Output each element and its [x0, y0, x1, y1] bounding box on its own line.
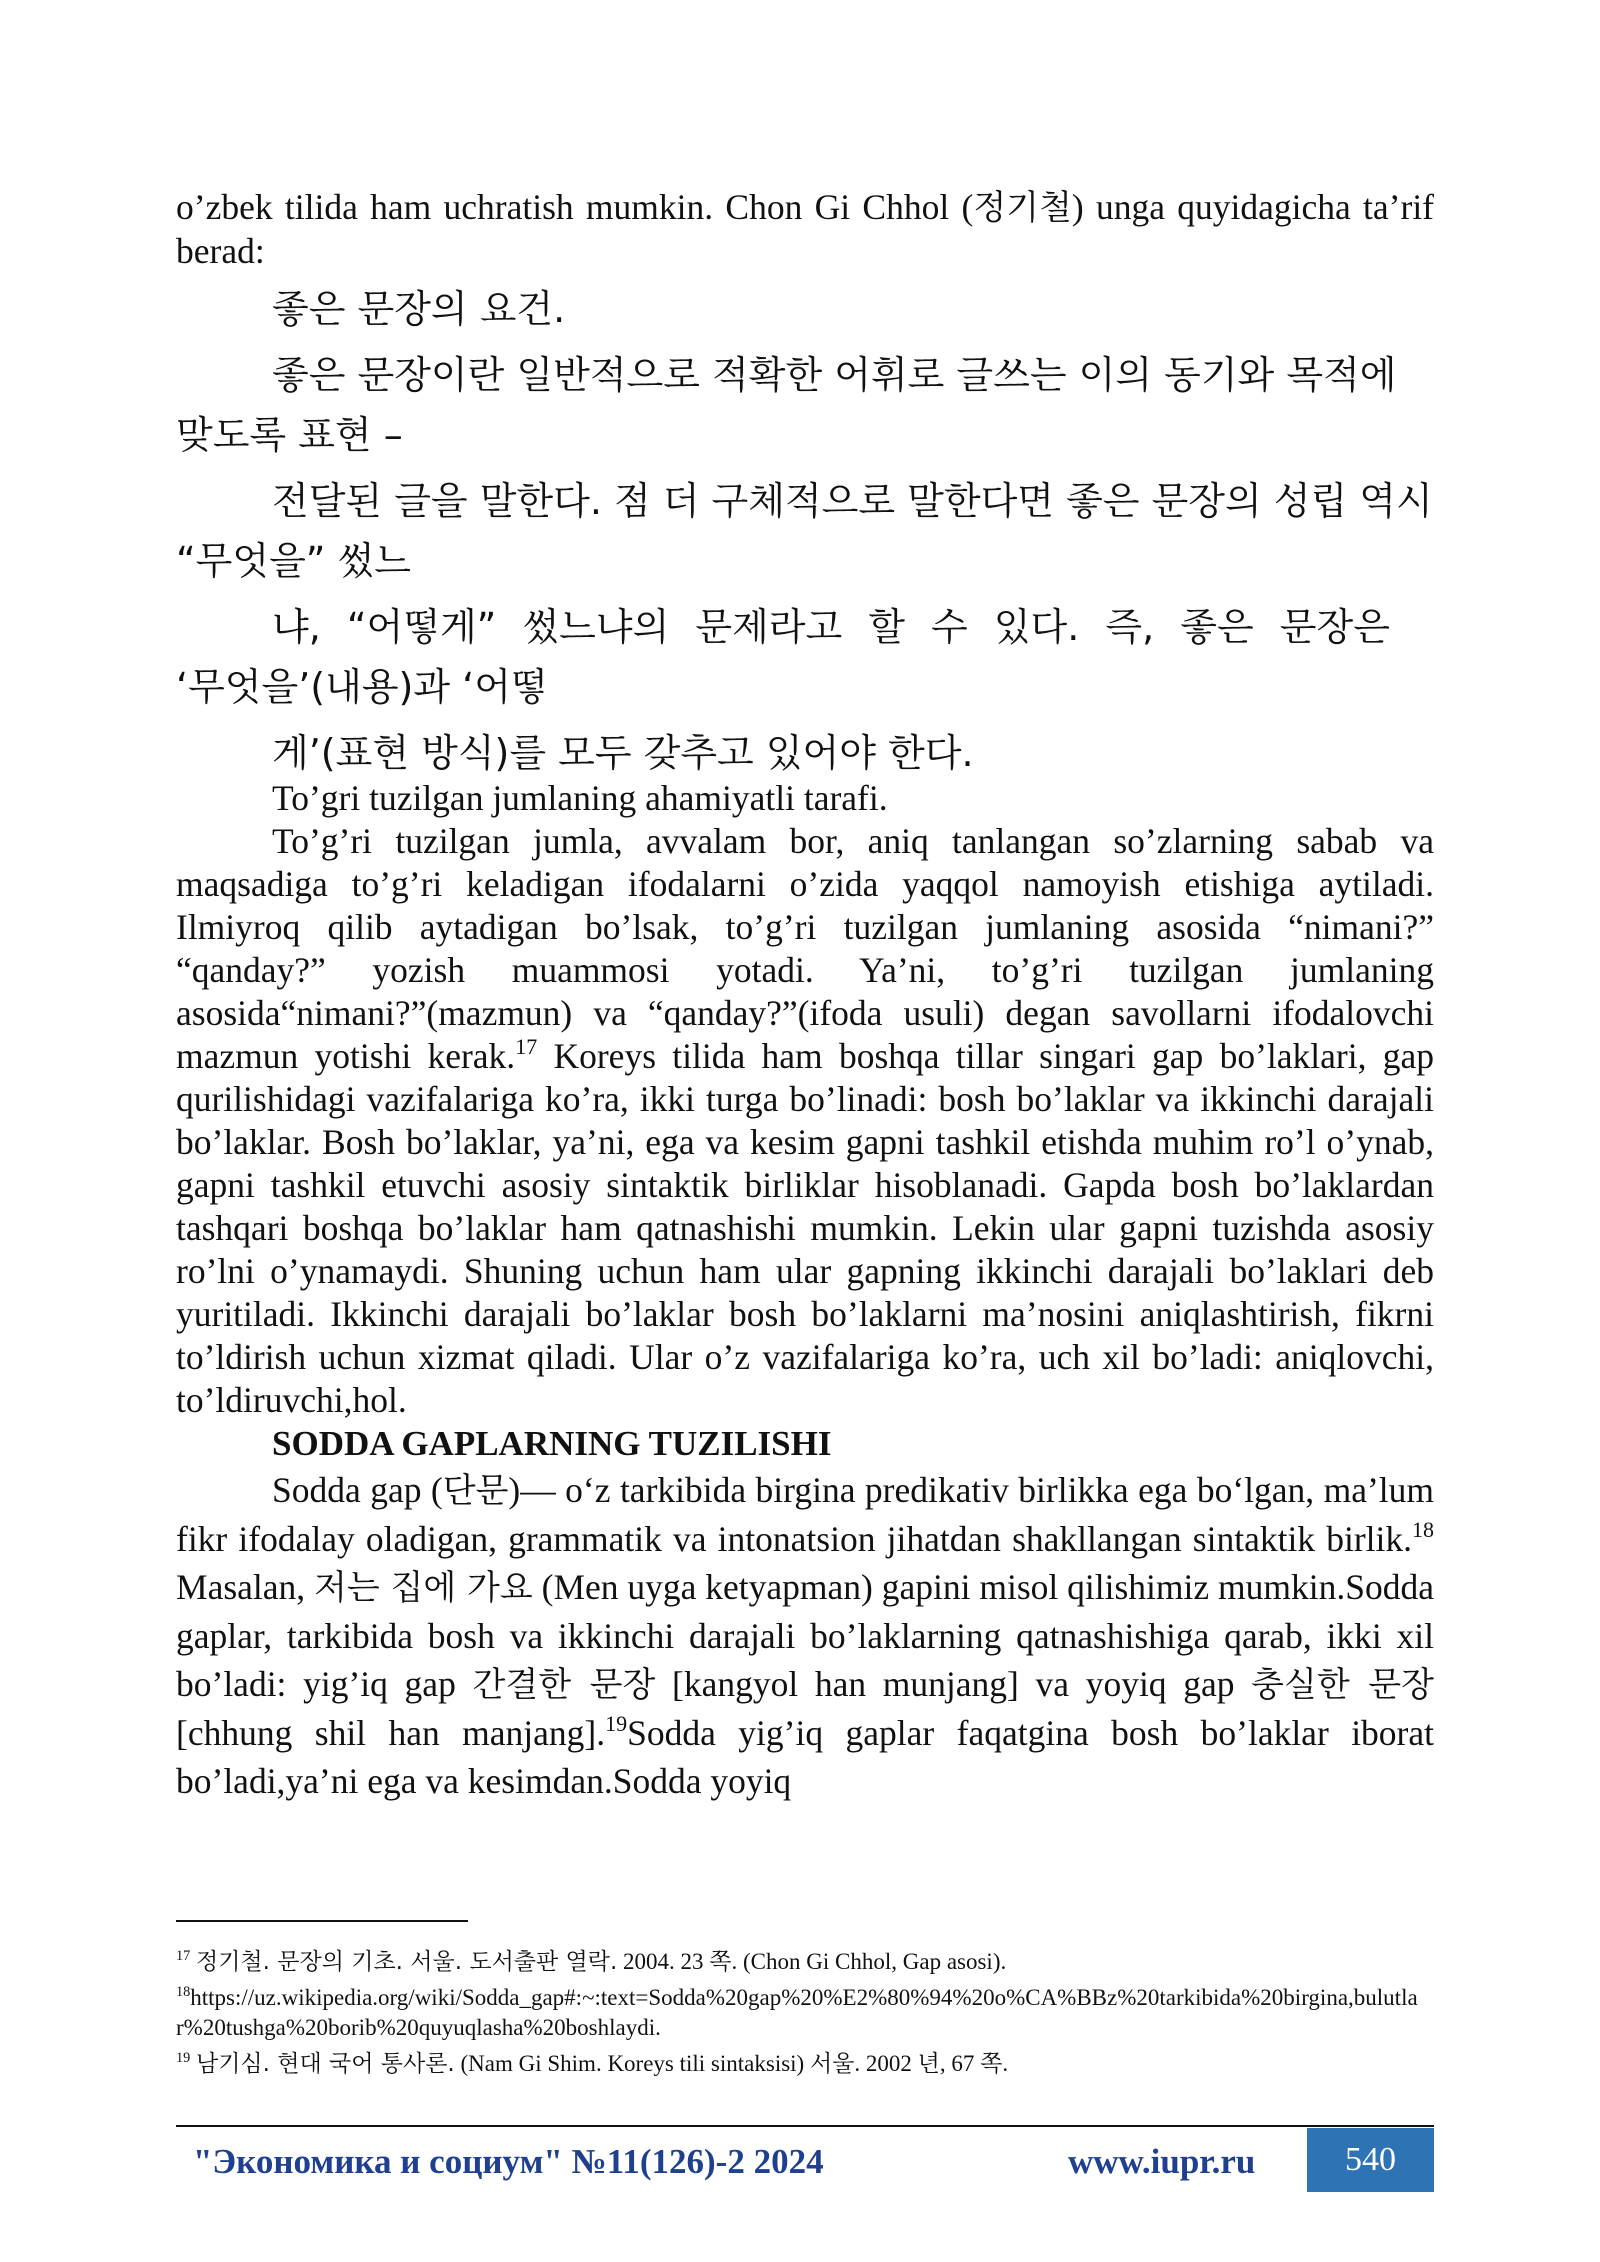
journal-title: "Экономика и социум" №11(126)-2 2024 [193, 2142, 824, 2181]
korean-name: 정기철 [973, 188, 1072, 228]
footnote-ref-18[interactable]: 18 [1412, 1516, 1434, 1542]
p3-text-a: Sodda gap ( [272, 1470, 443, 1510]
footnote-17 [176, 1947, 1434, 1977]
intro-text-end: ) unga quyidagicha ta’rif berad: [176, 187, 1434, 271]
page-footer [176, 2128, 1434, 2192]
p3-text-d: (Men uyga ketyapman) gapini misol qilishimiz mumkin.Sodda gaplar, tarkibida bosh va ikkinchi darajali bo’laklarning qatnashishiga qarab, ikki xil bo’ladi: yig’iq gap [176, 1567, 1434, 1704]
intro-text: o’zbek tilida ham uchratish mumkin. Chon Gi Chhol ( [176, 187, 974, 227]
footnote-17-text-a: 2004. 23 [617, 1949, 710, 1974]
p3-text-e: [kangyol han munjang] va yoyiq gap [655, 1664, 1252, 1704]
footnotes [176, 1947, 1434, 2085]
p3-text-b: )— o‘z tarkibida birgina predikativ birlikka ega bo‘lgan, ma’lum fikr ifodalay oladigan, grammatik va intonatsion jihatdan shakllangan sintaktik birlik. [176, 1470, 1434, 1559]
footnote-19-korean-2: 서울 [809, 2051, 855, 2077]
paragraph-main [176, 820, 1434, 1422]
footnote-19-text-c: , 67 [939, 2051, 981, 2076]
page-body [176, 186, 1434, 1805]
footnote-19-text-d: . [1002, 2051, 1009, 2076]
footnote-ref-17[interactable]: 17 [515, 1033, 538, 1059]
korean-example: 저는 집에 가요 [314, 1568, 533, 1608]
korean-quote-line-2: 좋은 문장이란 일반적으로 적확한 어휘로 글쓰는 이의 동기와 목적에 [272, 353, 1397, 397]
paragraph-main-text-b: Koreys tilida ham boshqa tillar singari gap bo’laklari, gap qurilishidagi vazifalariga ko’ra, ikki turga bo’linadi: bosh bo’laklar va ikkinchi darajali bo’laklar. Bosh bo’laklar, ya’ni, ega va kesim gapni tashkil etishda muhim ro’l o’ynab, gapni tashkil etuvchi asosiy sintaktik birliklar hisoblanadi. Gapda bosh bo’laklardan tashqari boshqa bo’laklar ham qatnashishi mumkin. Lekin ular gapni tuzishda asosiy ro’lni o’ynamaydi. Shuning uchun ham ular gapning ikkinchi darajali bo’laklari deb yuritiladi. Ikkinchi darajali bo’laklar bosh bo’laklarni ma’nosini aniqlashtirish, fikrni to’ldirish uchun xizmat qiladi. Ular o’z vazifalariga ko’ra, uch xil bo’ladi: aniqlovchi, to’ldiruvchi,hol. [176, 1036, 1434, 1420]
footnote-separator [176, 1920, 468, 1922]
section-heading: SODDA GAPLARNING TUZILISHI [272, 1424, 832, 1463]
footnote-19-korean: 남기심. 현대 국어 통사론. [196, 2051, 455, 2077]
footnote-18-number: 18 [176, 1983, 191, 2000]
footnote-19-text-a: (Nam Gi Shim. Koreys tili sintaksisi) [454, 2051, 810, 2076]
korean-term-full: 충실한 문장 [1251, 1665, 1434, 1705]
paragraph-sodda-gap [176, 1466, 1434, 1805]
footnote-18-link[interactable]: https://uz.wikipedia.org/wiki/Sodda_gap#:~:text=Sodda%20gap%20%E2%80%94%20o%CA%BBz%20tarkibida%20birgina,bulutlar%20tushga%20borib%20quyuqlasha%20boshlaydi. [176, 1985, 1418, 2040]
footnote-17-korean: 정기철. 문장의 기초. 서울. 도서출판 열락. [196, 1949, 618, 1975]
journal-website-link[interactable]: www.iupr.ru [1068, 2142, 1256, 2181]
p3-text-f: [chhung shil han manjang]. [176, 1713, 606, 1753]
footnote-17-korean-2: 쪽 [709, 1949, 732, 1975]
paragraph-main-text-a: To’g’ri tuzilgan jumla, avvalam bor, aniq tanlangan so’zlarning sabab va maqsadiga to’g’ri keladigan ifodalarni o’zida yaqqol namoyish etishiga aytiladi. Ilmiyroq qilib aytadigan bo’lsak, to’g’ri tuzilgan jumlaning asosida “nimani?” “qanday?” yozish muammosi yotadi. Ya’ni, to’g’ri tuzilgan jumlaning asosida“nimani?”(mazmun) va “qanday?”(ifoda usuli) degan savollarni ifodalovchi mazmun yotishi kerak. [176, 821, 1434, 1076]
korean-term-danmun: 단문 [442, 1471, 509, 1511]
footer-separator [176, 2125, 1434, 2127]
p3-text-g: Sodda yig’iq gaplar faqatgina bosh bo’laklar iborat bo’ladi,ya’ni ega va kesimdan.Sodda yoyiq [176, 1713, 1434, 1801]
paragraph-intro [176, 186, 1434, 273]
korean-quote-line-8: 게’(표현 방식)를 모두 갖추고 있어야 한다. [272, 731, 974, 775]
footnote-19-number: 19 [176, 2049, 191, 2066]
p3-text-c: Masalan, [176, 1567, 315, 1607]
korean-quote-line-3: 맞도록 표현 – [176, 413, 403, 457]
footnote-19-text-b: . 2002 [854, 2051, 918, 2076]
korean-quote-line-6: 냐, “어떻게” 썼느냐의 문제라고 할 수 있다. 즉, 좋은 문장은 [272, 605, 1390, 649]
korean-term-concise: 간결한 문장 [472, 1665, 656, 1705]
footnote-18 [176, 1983, 1434, 2043]
korean-quote-line-5: “무엇을” 썼느 [176, 539, 411, 583]
footnote-19-korean-4: 쪽 [980, 2051, 1003, 2077]
page-number: 540 [1307, 2128, 1434, 2192]
footnote-17-text-b: . (Chon Gi Chhol, Gap asosi). [731, 1949, 1007, 1974]
korean-quote-line-4: 전달된 글을 말한다. 점 더 구체적으로 말한다면 좋은 문장의 성립 역시 [272, 479, 1433, 523]
footnote-ref-19[interactable]: 19 [605, 1710, 628, 1736]
korean-quote-line-1: 좋은 문장의 요건. [272, 287, 566, 331]
footnote-19-korean-3: 년 [917, 2051, 940, 2077]
korean-quote-line-7: ‘무엇을’(내용)과 ‘어떻 [176, 665, 548, 709]
footnote-19 [176, 2049, 1434, 2079]
subheading-text: To’gri tuzilgan jumlaning ahamiyatli tarafi. [272, 778, 888, 818]
footnote-17-number: 17 [176, 1947, 191, 1964]
